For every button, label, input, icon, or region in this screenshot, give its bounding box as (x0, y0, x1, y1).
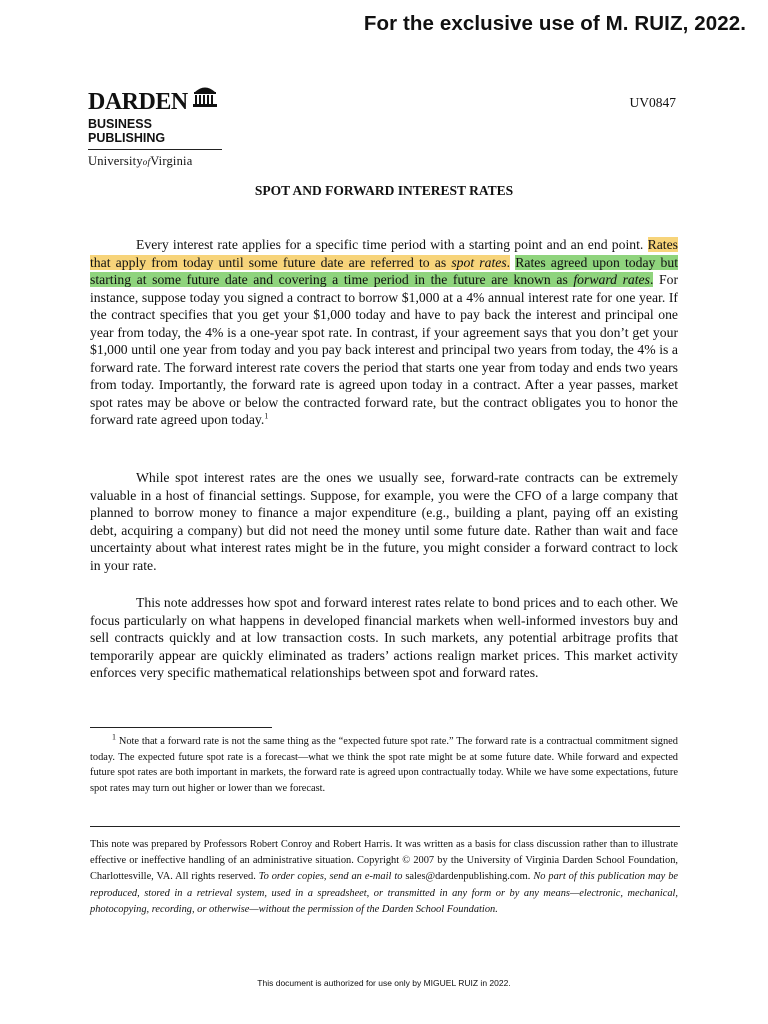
footnote-text: Note that a forward rate is not the same thing as the “expected future spot rate.” The forward rate is a contractual commitment signed today. The expected future spot rate is a forecast—what we think the spot rate might be at some future date. While forward and expected future spot rates are both important in markets, the forward rate is agreed upon contractually today. While we have some expectations, future spot rates may turn out higher or lower than we forecast. (90, 736, 678, 794)
paragraph-2 (90, 469, 678, 574)
logo-darden-text: DARDEN (88, 89, 188, 115)
para1-hl-green-end: . (649, 272, 654, 287)
rotunda-icon (192, 84, 218, 113)
para2-text: While spot interest rates are the ones we usually see, forward-rate contracts can be extremely valuable in a host of financial settings. Suppose, for example, you were the CFO of a large company that planned to borrow money to finance a major expenditure (e.g., building a plant, paying off an existing debt, acquiring a company) but did not need the money until some future date. Rather than wait and face uncertainty about what interest rates might be in the future, you might consider a forward contract to lock in your rate. (90, 470, 678, 573)
term-forward-rates: forward rates (573, 272, 650, 287)
footnote (90, 734, 678, 796)
preparation-note (90, 837, 678, 918)
prep-email[interactable]: sales@dardenpublishing.com. (402, 871, 534, 883)
logo-university (88, 154, 228, 169)
logo-uva-of: of (142, 157, 151, 167)
para3-text: This note addresses how spot and forward interest rates relate to bond prices and to each other. We focus particularly on what happens in developed financial markets when well-informed investors buy and sell contracts quickly and at low transaction costs. In such markets, any potential arbitrage profits that temporarily appear are quickly eliminated as traders’ actions realign market prices. This market activity enforces very specific mathematical relationships between spot and forward rates. (90, 595, 678, 680)
prep-text: This note was prepared by Professors Robert Conroy and Robert Harris. It was written as a basis for class discussion rather than to illustrate effective or ineffective handling of an administrative situation. Copyright © 2007 by the University of Virginia Darden School Foundation, Charlottesville, VA. All rights reserved. (90, 839, 678, 883)
logo-uva-part1: University (88, 154, 143, 168)
darden-logo (88, 84, 228, 169)
para1-hl-green: Rates agreed upon today but starting at some future date and covering a time period in the future are known as (90, 254, 679, 287)
prep-order: To order copies, send an e-mail to (258, 871, 403, 883)
paragraph-3 (90, 594, 678, 682)
paragraph-1 (90, 236, 678, 429)
logo-divider (88, 149, 222, 150)
term-spot-rates: spot rates (451, 254, 507, 270)
footnote-divider (90, 727, 272, 728)
para1-lead: Every interest rate applies for a specific time period with a starting point and an end point. (136, 237, 648, 252)
logo-uva-part2: Virginia (150, 154, 193, 168)
prep-rights: No part of this publication may be reproduced, stored in a retrieval system, used in a spreadsheet, or transmitted in any form or by any means—electronic, mechanical, photocopying, recording, or otherwise—without the permission of the Darden School Foundation. (90, 871, 679, 915)
para1-rest: For instance, suppose today you signed a contract to borrow $1,000 at a 4% annual interest rate for one year. If the contract specifies that you get your $1,000 today and have to pay back the interest and principal one year from today, the 4% is a one-year spot rate. In contrast, if your agreement says that you don’t get your $1,000 until one year from today and you pay back interest and principal two years from today, the 4% is a forward rate. The forward interest rate covers the period that starts one year from today and ends two years from today. Importantly, the forward rate is agreed upon today in a contract. After a year passes, market spot rates may be above or below the contracted forward rate, but the contract obligates you to honor the forward rate agreed upon today. (90, 272, 679, 427)
para1-hl-yellow-end: . (506, 254, 511, 270)
exclusive-use-banner: For the exclusive use of M. RUIZ, 2022. (363, 12, 746, 35)
document-title: SPOT AND FORWARD INTEREST RATES (254, 183, 514, 198)
bottom-divider (90, 826, 680, 827)
document-code: UV0847 (629, 95, 676, 110)
footnote-ref[interactable]: 1 (264, 411, 269, 421)
para1-hl-yellow: Rates that apply from today until some future date are referred to as (90, 237, 678, 270)
logo-business-publishing: BUSINESS PUBLISHING (88, 117, 166, 145)
footnote-number: 1 (112, 732, 116, 742)
authorized-notice: This document is authorized for use only by MIGUEL RUIZ in 2022. (257, 978, 511, 988)
